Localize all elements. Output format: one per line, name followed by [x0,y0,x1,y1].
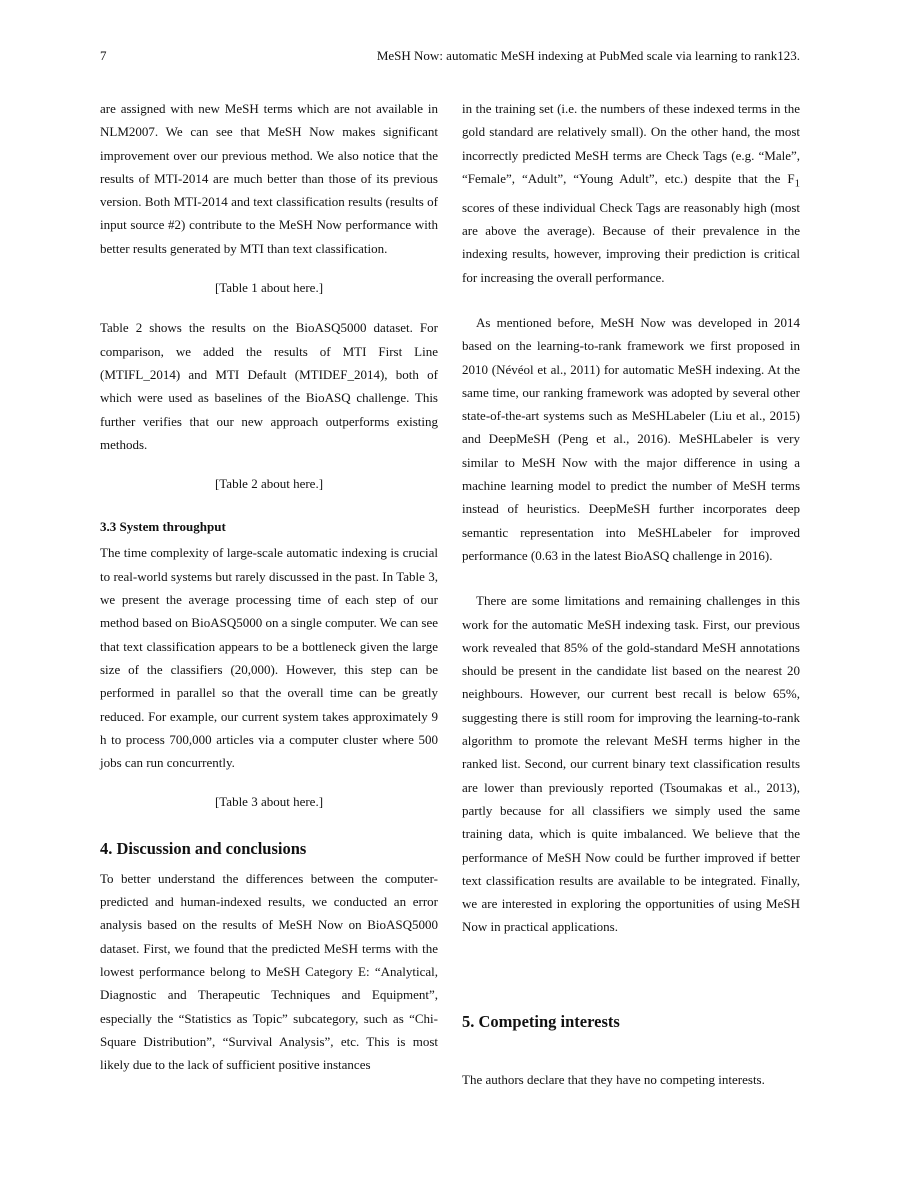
page-number: 7 [100,48,107,63]
paragraph-limitations: There are some limitations and remaining challenges in this work for the automatic MeSH indexing task. First, our previous work revealed that 85% of the gold-standard MeSH annotations should be present in the candidate list based on the nearest 20 neighbours. However, our current best recall is below 65%, suggesting there is still room for improving the learning-to-rank algorithm to promote the relevant MeSH terms higher in the ranked list. Second, our current binary text classification results are lower than previously reported (Tsoumakas et al., 2013), partly because for all classifiers we simply used the same training data, which is quite imbalanced. We believe that the performance of MeSH Now could be further improved if better text classification results are available to be integrated. Finally, we are interested in exploring the opportunities of using MeSH Now in practical applications. [462,593,800,935]
paragraph-check-tags-part-a: in the training set (i.e. the numbers of these indexed terms in the gold standard are relatively small). On the other hand, the most incorrectly predicted MeSH terms are Check Tags (e.g. “Male”, “Female”, “Adult”, “Young Adult”, etc.) despite that the F [462,101,800,186]
table-2-placeholder: [Table 2 about here.] [214,476,324,492]
left-column [100,97,438,1076]
table-3-placeholder: [Table 3 about here.] [214,794,324,810]
paragraph-throughput: The time complexity of large-scale automatic indexing is crucial to real-world systems but rarely discussed in the past. In Table 3, we present the average processing time of each step of our method based on BioASQ5000 on a single computer. We can see that text classification appears to be a bottleneck given the large size of the classifiers (20,000). However, this step can be performed in parallel so that the overall time can be greatly reduced. For example, our current system takes approximately 9 h to process 700,000 articles via a computer cluster where 500 jobs can run concurrently. [100,545,438,771]
paragraph-check-tags-part-b: scores of these individual Check Tags are reasonably high (most are above the average). Because of their prevalence in the indexing results, however, improving their prediction is critical for increasing the overall performance. [462,199,800,285]
section-heading-5: 5. Competing interests [462,1011,620,1031]
f1-subscript: 1 [794,177,800,190]
paragraph-discussion: To better understand the differences between the computer-predicted and human-indexed results, we conducted an error analysis based on the results of MeSH Now on BioASQ5000 dataset. First, we found that the predicted MeSH terms with the lowest performance belong to MeSH Category E: “Analytical, Diagnostic and Therapeutic Techniques and Equipment”, especially the “Statistics as Topic” subcategory, such as “Chi-Square Distribution”, “Survival Analysis”, etc. This is most likely due to the lack of sufficient positive instances [100,870,438,1073]
right-column [462,97,800,1091]
table-1-placeholder: [Table 1 about here.] [214,280,324,296]
paragraph-check-tags [462,97,800,289]
paragraph-related-systems: As mentioned before, MeSH Now was developed in 2014 based on the learning-to-rank framework we first proposed in 2010 (Névéol et al., 2011) for automatic MeSH indexing. At the same time, our ranking framework was adopted by several other state-of-the-art systems such as MeSHLabeler (Liu et al., 2015) and DeepMeSH (Peng et al., 2016). MeSHLabeler is very similar to MeSH Now with the major difference in using a machine learning model to predict the number of MeSH terms instead of heuristics. DeepMeSH further incorporates deep semantic representation into MeSHLabeler for improved performance (0.63 in the latest BioASQ challenge in 2016). [462,314,800,563]
paragraph-competing-interests: The authors declare that they have no competing interests. [462,1071,765,1087]
section-heading-4: 4. Discussion and conclusions [100,838,307,858]
paragraph-table-2: Table 2 shows the results on the BioASQ5000 dataset. For comparison, we added the results of MTI First Line (MTIFL_2014) and MTI Default (MTIDEF_2014), both of which were used as baselines of the BioASQ challenge. This further verifies that our new approach outperforms existing methods. [100,320,438,452]
paragraph-results-continued: are assigned with new MeSH terms which are not available in NLM2007. We can see that MeSH Now makes significant improvement over our previous method. We also notice that the results of MTI-2014 are much better than those of its previous version. Both MTI-2014 and text classification results (results of input source #2) contribute to the MeSH Now performance with better results generated by MTI than text classification. [100,101,438,256]
section-heading-3-3: 3.3 System throughput [100,519,226,535]
running-title: MeSH Now: automatic MeSH indexing at PubMed scale via learning to rank123. [376,48,800,63]
